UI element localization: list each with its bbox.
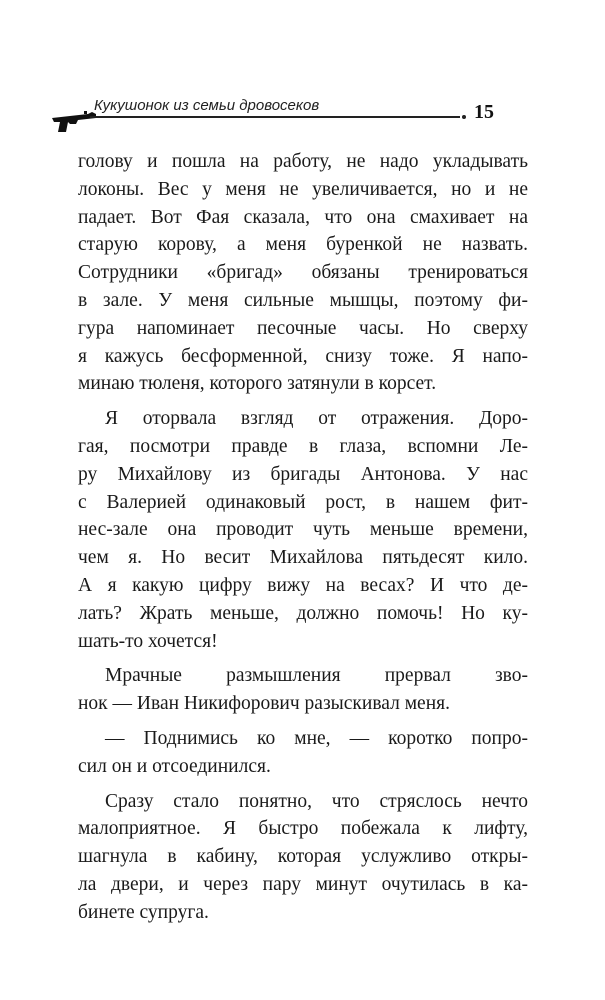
text-line: нок — Иван Никифорович разыскивал меня. <box>78 693 450 715</box>
text-line: бинете супруга. <box>78 901 209 923</box>
revolver-icon <box>48 108 100 136</box>
text-line: малоприятное. Я быстро побежала к лифту, <box>78 818 528 840</box>
text-line: в зале. У меня сильные мышцы, поэтому фи- <box>78 289 528 311</box>
text-line: лать? Жрать меньше, должно помочь! Но ку- <box>78 602 528 624</box>
text-line: локоны. Вес у меня не увеличивается, но и не <box>78 178 528 200</box>
paragraph-2 <box>78 405 528 655</box>
text-line: голову и пошла на работу, не надо укладывать <box>78 151 528 172</box>
text-line: ру Михайлову из бригады Антонова. У нас <box>78 463 528 485</box>
text-body <box>78 148 528 927</box>
text-line: сил он и отсоединился. <box>78 755 271 777</box>
text-line: с Валерией одинаковый рост, в нашем фит- <box>78 491 528 513</box>
text-line: Сотрудники «бригад» обязаны тренироваться <box>78 262 528 284</box>
text-line: старую корову, а меня буренкой не назвать. <box>78 234 528 256</box>
text-line: Я оторвала взгляд от отражения. Доро- <box>105 408 528 430</box>
header-rule <box>90 116 460 118</box>
text-line: Сразу стало понятно, что стряслось нечто <box>105 790 528 812</box>
page-number: 15 <box>474 101 494 123</box>
text-line: А я какую цифру вижу на весах? И что де- <box>78 574 528 596</box>
text-line: падает. Вот Фая сказала, что она смахивает на <box>78 206 528 228</box>
text-line: я кажусь бесформенной, снизу тоже. Я напо- <box>78 345 528 367</box>
page-header <box>0 0 605 140</box>
text-line: минаю тюленя, которого затянули в корсет. <box>78 373 437 395</box>
text-line: Мрачные размышления прервал зво- <box>105 665 528 687</box>
text-line: ла двери, и через пару минут очутилась в ка- <box>78 873 528 895</box>
paragraph-1 <box>78 148 528 398</box>
running-title: Кукушонок из семьи дровосеков <box>94 97 320 114</box>
paragraph-4 <box>78 725 528 781</box>
header-rule-dot <box>462 115 466 119</box>
paragraph-3 <box>78 662 528 718</box>
text-line: гура напоминает песочные часы. Но сверху <box>78 317 528 339</box>
text-line: нес-зале она проводит чуть меньше времени, <box>78 519 528 541</box>
text-line: гая, посмотри правде в глаза, вспомни Ле- <box>78 435 528 457</box>
text-line: чем я. Но весит Михайлова пятьдесят кило. <box>78 547 528 569</box>
paragraph-5 <box>78 788 528 927</box>
text-line: шать-то хочется! <box>78 630 218 652</box>
text-line: шагнула в кабину, которая услужливо откры- <box>78 846 528 868</box>
text-line: — Поднимись ко мне, — коротко попро- <box>105 727 528 749</box>
